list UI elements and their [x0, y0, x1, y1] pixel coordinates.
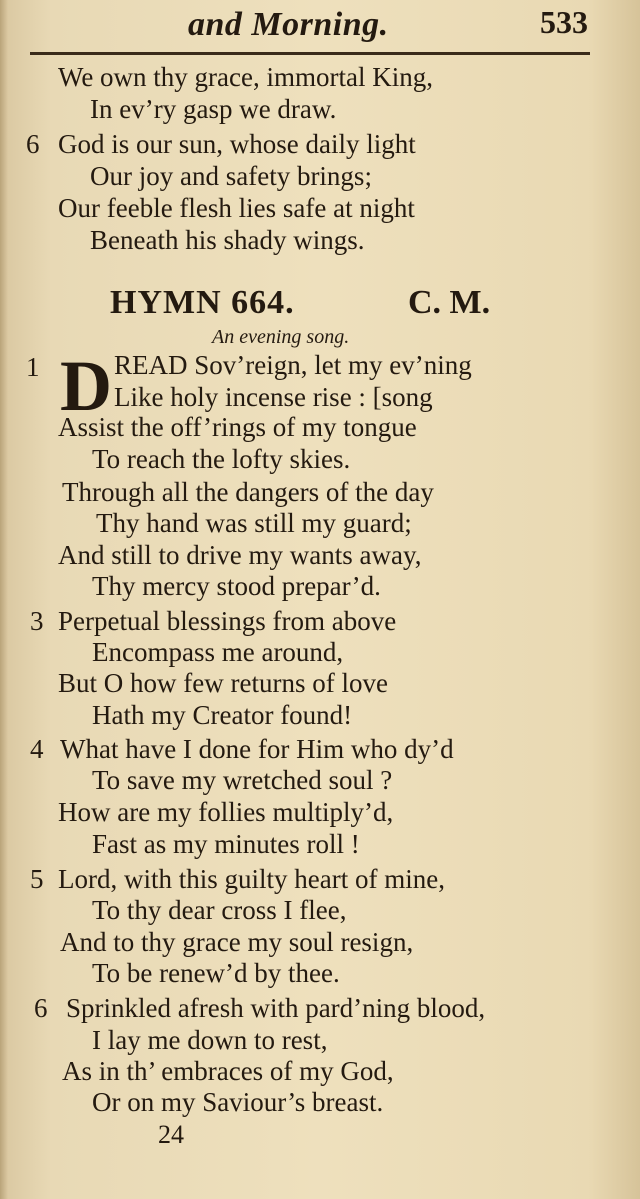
verse-line: Like holy incense rise : [song: [114, 382, 433, 412]
hymn-title: HYMN 664.: [110, 284, 295, 321]
verse-line: Perpetual blessings from above: [58, 606, 397, 636]
drop-cap: D: [60, 346, 112, 426]
hymn-meter: C. M.: [408, 284, 491, 321]
stanza-number: 6: [34, 993, 48, 1023]
verse-line: In ev’ry gasp we draw.: [90, 94, 337, 124]
verse-line: To reach the lofty skies.: [92, 444, 351, 474]
verse-line: And still to drive my wants away,: [58, 540, 422, 570]
verse-line: God is our sun, whose daily light: [58, 129, 416, 159]
header-rule: [30, 52, 590, 55]
verse-line: Our feeble flesh lies safe at night: [58, 193, 415, 223]
verse-line: To save my wretched soul ?: [92, 765, 393, 795]
page-number: 533: [540, 4, 588, 40]
page-header: [0, 0, 640, 56]
verse-line: Encompass me around,: [92, 637, 344, 667]
stanza-number: 3: [30, 606, 44, 636]
verse-line: To be renew’d by thee.: [92, 958, 340, 988]
verse-line: Lord, with this guilty heart of mine,: [58, 864, 445, 894]
verse-line: What have I done for Him who dy’d: [60, 734, 454, 764]
verse-line: Our joy and safety brings;: [90, 161, 372, 191]
stanza-number: 1: [26, 352, 40, 382]
running-head: and Morning.: [188, 6, 389, 43]
verse-line: Thy mercy stood prepar’d.: [92, 571, 381, 601]
verse-line: Beneath his shady wings.: [90, 225, 365, 255]
verse-line: But O how few returns of love: [58, 668, 388, 698]
verse-line: Fast as my minutes roll !: [92, 829, 360, 859]
stanza-number: 4: [30, 734, 44, 764]
stanza-number: 5: [30, 864, 44, 894]
verse-line: Assist the off’rings of my tongue: [58, 412, 417, 442]
verse-line: As in th’ embraces of my God,: [62, 1056, 394, 1086]
verse-line: Sprinkled afresh with pard’ning blood,: [66, 993, 486, 1023]
verse-line: READ Sov’reign, let my ev’ning: [114, 350, 472, 380]
verse-line: I lay me down to rest,: [92, 1025, 328, 1055]
stanza-number: 6: [26, 129, 40, 159]
page-gutter-shadow: [0, 0, 8, 1199]
signature-mark: 24: [158, 1120, 184, 1149]
verse-line: And to thy grace my soul resign,: [60, 927, 414, 957]
hymn-subtitle: An evening song.: [212, 326, 350, 348]
verse-line: Thy hand was still my guard;: [96, 508, 412, 538]
verse-line: Through all the dangers of the day: [62, 477, 434, 507]
verse-line: Or on my Saviour’s breast.: [92, 1087, 384, 1117]
verse-line: To thy dear cross I flee,: [92, 895, 347, 925]
verse-line: We own thy grace, immortal King,: [58, 62, 433, 92]
verse-line: How are my follies multiply’d,: [58, 797, 394, 827]
verse-line: Hath my Creator found!: [92, 700, 353, 730]
